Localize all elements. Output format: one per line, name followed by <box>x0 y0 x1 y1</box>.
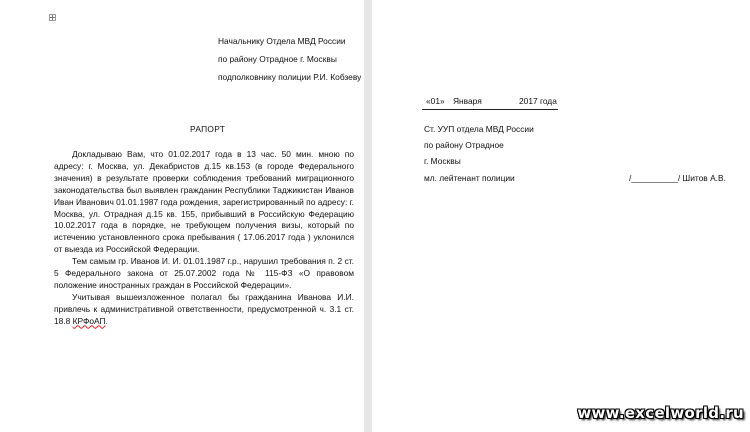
document-page-2 <box>372 0 750 432</box>
report-paragraph-3-text: Учитывая вышеизложенное полагал бы гражданина Иванова И.И. привлечь к административной ответственности, предусмотренной ч. 3.1 ст. 18.8 <box>54 291 354 326</box>
report-body <box>54 149 354 328</box>
date-underline <box>422 109 558 110</box>
report-paragraph-3-end: . <box>105 315 108 326</box>
document-page-1 <box>0 0 364 432</box>
document-title: РАПОРТ <box>190 124 226 134</box>
report-paragraph-3 <box>54 292 354 328</box>
date-day: «01» <box>426 96 445 106</box>
sender-line-1: Ст. УУП отдела МВД России <box>424 124 534 134</box>
report-paragraph-1: Докладываю Вам, что 01.02.2017 года в 13 час. 50 мин. мною по адресу: г. Москва, ул. Декабристов д.15 кв.153 (в городе Федерального значения) в результате проверки соблюдения требований миграционного законодательства был выявлен гражданин Республики Таджикистан Иванов Иван Иванович 01.01.1987 года рождения, зарегистрированный по адресу: г. Москва, ул. Отрадная д.15 кв. 155, прибывший в Российскую Федерацию 10.02.2017 года в порядке, не требующем получения визы, который по истечению установленного срока пребывания ( 17.06.2017 года ) уклонился от выезда из Российской Федерации. <box>54 149 354 255</box>
watermark-logo: www.excelworld.ru <box>577 404 744 422</box>
report-paragraph-2: Тем самым гр. Иванов И. И. 01.01.1987 г.р., нарушил требования п. 2 ст. 5 Федерального закона от 25.07.2002 года № 115-ФЗ «О правовом положение иностранных граждан в Российской Федерации». <box>54 256 354 290</box>
table-move-handle-icon[interactable] <box>49 14 56 21</box>
sender-rank: мл. лейтенант полиции <box>424 173 515 183</box>
addressee-line-3: подполковнику полиции Р.И. Кобзеву <box>218 72 362 82</box>
date-month: Января <box>453 96 482 106</box>
signature-line: /__________/ Шитов А.В. <box>629 173 726 183</box>
sender-line-2: по району Отрадное <box>424 140 504 150</box>
addressee-line-1: Начальнику Отдела МВД России <box>218 36 346 46</box>
addressee-line-2: по району Отрадное г. Москвы <box>218 54 337 64</box>
spelling-flagged-word[interactable]: КРФоАП <box>72 315 106 326</box>
date-year: 2017 года <box>519 96 557 106</box>
sender-line-3: г. Москвы <box>424 156 461 166</box>
